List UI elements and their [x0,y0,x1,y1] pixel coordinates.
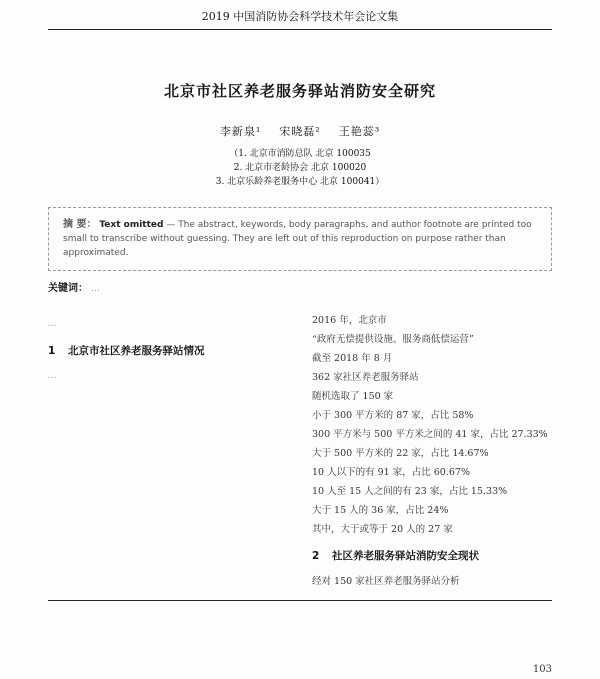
survey-sample: 随机选取了 150 家 [312,391,394,402]
survey-cutoff: 截至 2018 年 8 月 [312,353,393,364]
survey-beds: 大于 15 人的 36 家，占比 24% [312,505,449,516]
author: 宋晓磊² [279,125,321,138]
survey-area: 300 平方米与 500 平方米之间的 41 家，占比 27.33% [312,429,548,440]
author: 李新泉¹ [219,125,262,138]
omission-body: The abstract, keywords, body paragraphs, and author footnote are printed too small to transcribe without guessing. They are left out of this reproduction on purpose rather than approximated. [63,220,532,258]
body-columns [48,310,552,590]
omitted-introduction: … [48,319,57,329]
abstract-label: 摘 要： [63,219,97,230]
survey-area: 大于 500 平方米的 22 家，占比 14.67% [312,448,489,459]
survey-count: 362 家社区养老服务驿站 [312,372,419,383]
survey-beds: 其中，大于或等于 20 人的 27 家 [312,524,453,535]
affiliation: （1. 北京市消防总队 北京 100035 [229,149,371,159]
author: 王艳蕊³ [338,125,381,138]
section-heading: 2 社区养老服务驿站消防安全现状 [312,550,479,562]
omission-notice: 摘 要： Text omitted — The abstract, keywords, body paragraphs, and author footnote are printed too small to transcribe without guessing. They are left out of this reproduction on purpose rather than approximated. [48,207,552,271]
footnote-divider [48,600,552,601]
affiliations [48,147,552,189]
page-number: 103 [532,664,552,675]
survey-beds: 10 人至 15 人之间的有 23 家，占比 15.33% [312,486,508,497]
paper-title: 北京市社区养老服务驿站消防安全研究 [163,82,436,100]
affiliation: 2. 北京市老龄协会 北京 100020 [233,163,367,173]
running-header: 2019 中国消防协会科学技术年会论文集 [48,8,552,30]
omitted-keywords: … [91,284,101,294]
section-2-intro: 经对 150 家社区养老服务驿站分析 [312,576,460,587]
survey-slogan: “政府无偿提供设施、服务商低偿运营” [312,334,474,345]
keywords-label: 关键词： [48,283,88,294]
author-list [48,123,552,139]
right-column [312,310,552,590]
keywords-row [48,279,552,294]
omission-title: Text omitted [99,220,164,230]
survey-area: 小于 300 平方米的 87 家，占比 58% [312,410,474,421]
omitted-section-1-text: … [48,371,57,381]
survey-intro: 2016 年，北京市 [312,315,387,326]
affiliation: 3. 北京乐龄养老服务中心 北京 100041） [215,177,385,187]
survey-beds: 10 人以下的有 91 家，占比 60.67% [312,467,470,478]
section-heading: 1 北京市社区养老服务驿站情况 [48,345,205,357]
left-column [48,310,288,590]
